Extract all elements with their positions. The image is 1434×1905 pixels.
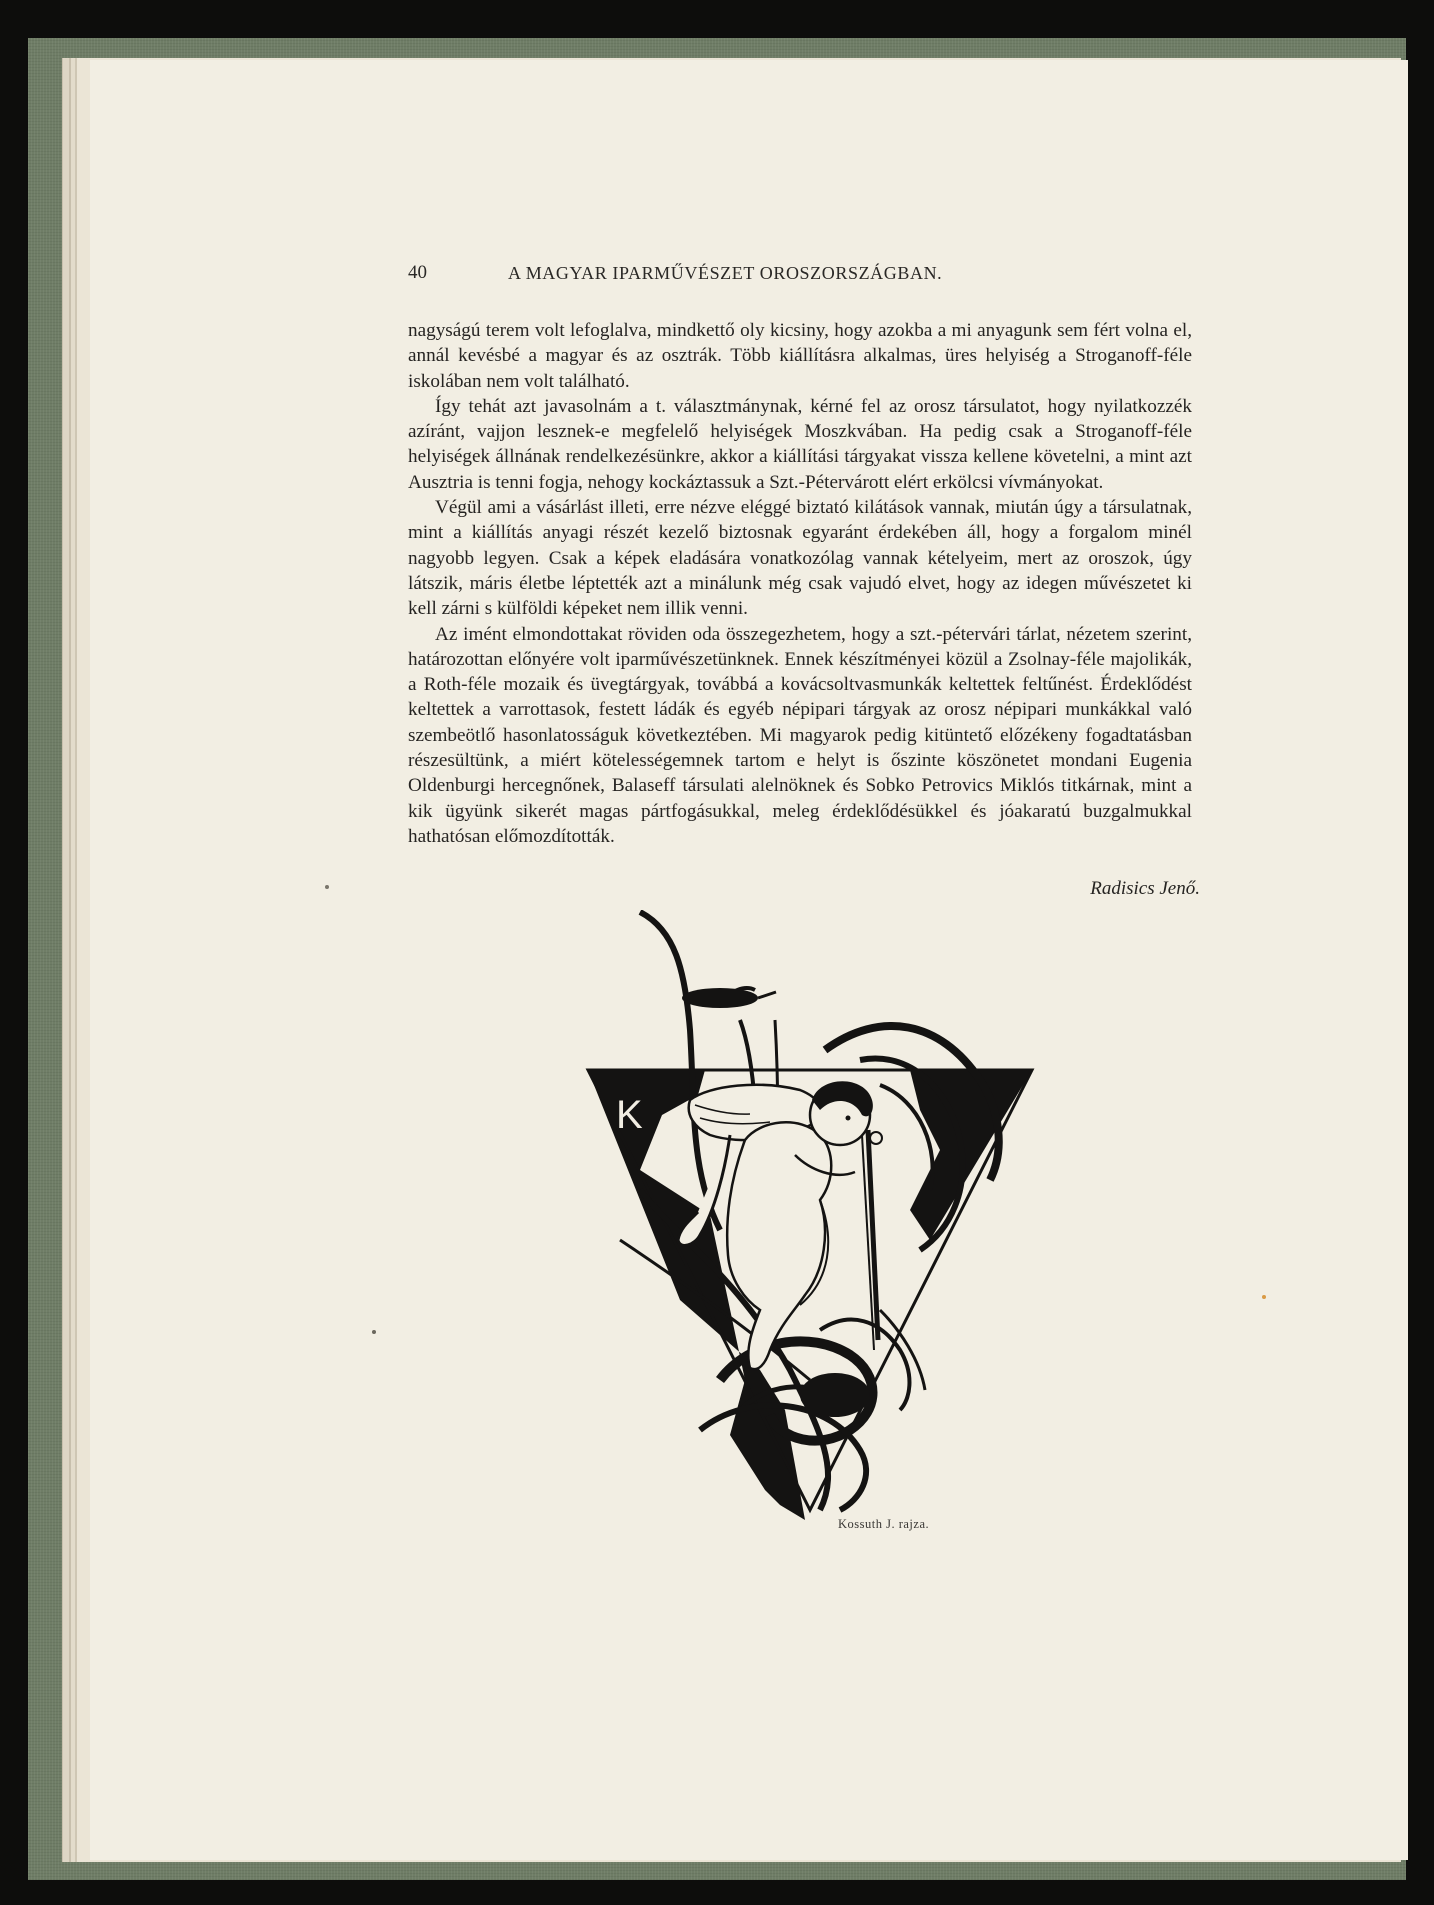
illustration-caption: Kossuth J. rajza. <box>838 1517 930 1531</box>
page-header <box>408 262 1013 292</box>
author-signature: Radisics Jenő. <box>1090 878 1200 899</box>
paragraph: nagyságú terem volt lefoglalva, mindkettő oly kicsiny, hogy azokba a mi anyagunk sem fért volna el, annál kevésbé a magyar és az osztrák. Több kiállításra alkalmas, üres helyiség a Stroganoff-féle iskolában nem volt található. <box>408 320 1192 392</box>
monogram-k: K <box>616 1093 643 1137</box>
paragraph: Végül ami a vásárlást illeti, erre nézve eléggé biztató kilátások vannak, miután úgy a társulatnak, mint a kiállítás anyagi részét kezelő biztosnak egyaránt érdekében áll, hogy a forgalom minél nagyobb legyen. Csak a képek eladására vonatkozólag vannak kételyeim, mert az oroszok, úgy látszik, máris életbe léptették azt a minálunk még csak vajudó elvet, hogy az idegen művészetet ki kell zárni s külföldi képeket nem illik venni. <box>408 497 1192 620</box>
paper-speck <box>325 885 329 889</box>
page-number: 40 <box>408 262 427 283</box>
paragraph: Így tehát azt javasolnám a t. választmánynak, kérné fel az orosz társulatot, hogy nyilatkozzék azíránt, vajjon lesznek-e megfelelő helyiségek Moszkvában. Ha pedig csak a Stroganoff-féle helyiségek állnának rendelkezésünkre, akkor a kiállítási tárgyakat vissza kellene követelni, a mint azt Ausztria is tenni fogja, nehogy kockáztassuk a Szt.-Pétervárott elért erkölcsi vívmányokat. <box>408 395 1192 493</box>
running-title: A MAGYAR IPARMŰVÉSZET OROSZORSZÁGBAN. <box>508 263 943 283</box>
paragraph: Az imént elmondottakat röviden oda összegezhetem, hogy a szt.-pétervári tárlat, nézetem szerint, határozottan előnyére volt iparművészetünknek. Ennek készítményei közül a Zsolnay-féle majolikák, a Roth-féle mozaik és üvegtárgyak, továbbá a kovácsoltvasmunkák keltettek feltűnést. Érdeklődést keltettek a varrottasok, festett ládák és egyéb népipari tárgyak az orosz népipari munkákkal való szembeötlő hasonlatosságuk következtében. Mi magyarok pedig kitüntető előzékeny fogadtatásban részesültünk, a miért kötelességemnek tartom e helyt is őszinte köszönetet mondani Eugenia Oldenburgi hercegnőnek, Balaseff társulati alelnöknek és Sobko Petrovics Miklós titkárnak, mint a kik ügyünk sikerét magas pártfogásukkal, meleg érdeklődésükkel és jóakaratú buzgalmukkal hathatósan előmozdították. <box>408 623 1192 847</box>
paper-speck <box>372 1330 376 1334</box>
article-body <box>408 318 1192 849</box>
cherub-vignette-illustration <box>580 910 1040 1520</box>
paper-speck <box>1262 1295 1266 1299</box>
